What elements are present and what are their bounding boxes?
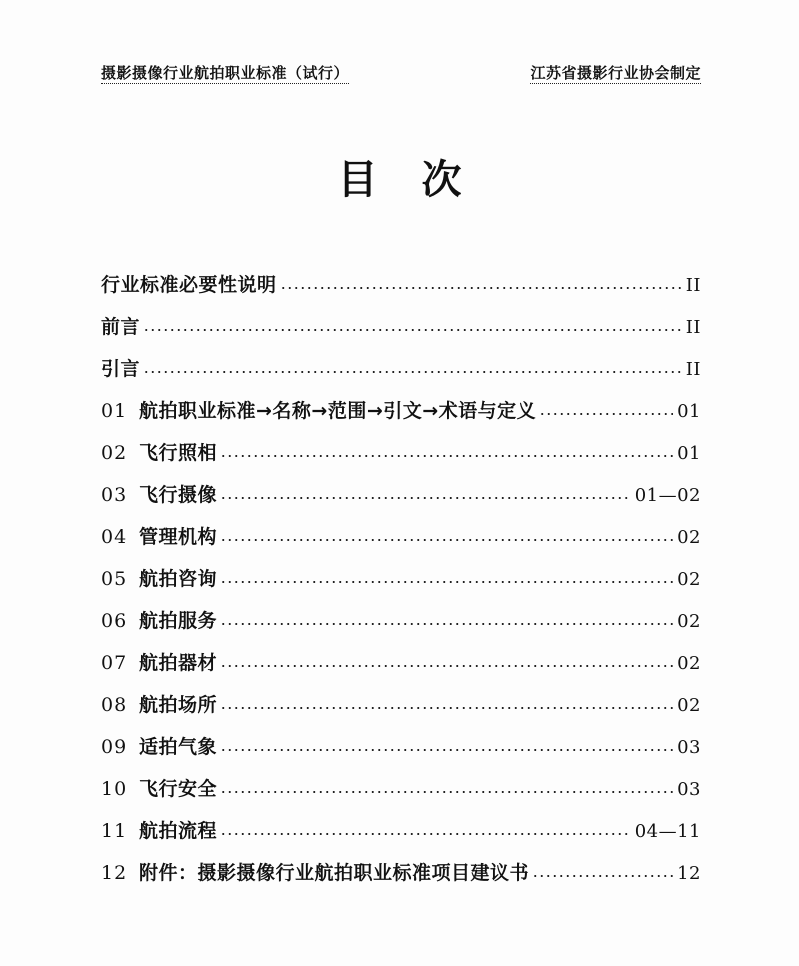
toc-entry-title: 飞行摄像 — [139, 484, 218, 506]
toc-dot-leader — [532, 875, 673, 877]
toc-entry-title: 航拍流程 — [139, 820, 218, 842]
toc-entry-title: 航拍场所 — [139, 694, 218, 716]
toc-dot-leader — [143, 329, 682, 331]
toc-entry-title: 适拍气象 — [139, 736, 218, 758]
toc-entry[interactable] — [101, 390, 701, 432]
toc-entry-number: 10 — [101, 778, 128, 800]
toc-dot-leader — [220, 455, 673, 457]
toc-dot-leader — [539, 413, 673, 415]
toc-dot-leader — [220, 833, 631, 835]
toc-heading: 目次 — [337, 157, 506, 203]
toc-entry-page: 02 — [677, 569, 701, 590]
toc-entry[interactable] — [101, 432, 701, 474]
page-header — [101, 62, 701, 84]
toc-entry-page: 01 — [677, 401, 701, 422]
header-document-title: 摄影摄像行业航拍职业标准（试行） — [101, 64, 350, 82]
toc-dot-leader — [143, 371, 682, 373]
toc-dot-leader — [220, 749, 673, 751]
toc-entry-number: 07 — [101, 652, 128, 674]
toc-entry[interactable] — [101, 768, 701, 810]
toc-entry-number: 06 — [101, 610, 128, 632]
header-organization: 江苏省摄影行业协会制定 — [530, 64, 701, 82]
toc-entry-page: 02 — [677, 653, 701, 674]
toc-entry-page: 03 — [677, 737, 701, 758]
toc-entry-page: 02 — [677, 527, 701, 548]
toc-entry-page: 02 — [677, 611, 701, 632]
toc-entry-title: 管理机构 — [139, 526, 218, 548]
toc-entry-number: 12 — [101, 862, 128, 884]
toc-entry[interactable] — [101, 642, 701, 684]
toc-entry-title: 航拍职业标准→名称→范围→引文→术语与定义 — [139, 400, 537, 422]
toc-entry[interactable] — [101, 600, 701, 642]
toc-entry[interactable] — [101, 306, 701, 348]
toc-entry-title: 附件：摄影摄像行业航拍职业标准项目建议书 — [139, 862, 530, 884]
toc-entry-page: 03 — [677, 779, 701, 800]
toc-entry-number: 04 — [101, 526, 128, 548]
toc-dot-leader — [220, 623, 673, 625]
toc-dot-leader — [220, 539, 673, 541]
toc-dot-leader — [220, 497, 631, 499]
toc-dot-leader — [220, 581, 673, 583]
toc-entry-number: 01 — [101, 400, 128, 422]
toc-entry[interactable] — [101, 348, 701, 390]
toc-entry[interactable] — [101, 852, 701, 894]
toc-entry-number: 08 — [101, 694, 128, 716]
toc-entry-page: II — [685, 359, 701, 380]
toc-dot-leader — [220, 791, 673, 793]
toc-entry[interactable] — [101, 516, 701, 558]
toc-dot-leader — [220, 707, 673, 709]
table-of-contents — [101, 264, 701, 894]
toc-entry-title: 引言 — [101, 358, 141, 380]
toc-entry[interactable] — [101, 684, 701, 726]
toc-entry-page: 04—11 — [634, 821, 701, 842]
toc-entry-number: 05 — [101, 568, 128, 590]
toc-entry-page: 02 — [677, 695, 701, 716]
toc-dot-leader — [280, 287, 682, 289]
toc-entry-page: 12 — [677, 863, 701, 884]
toc-entry[interactable] — [101, 558, 701, 600]
toc-entry[interactable] — [101, 264, 701, 306]
toc-entry-title: 行业标准必要性说明 — [101, 274, 277, 296]
toc-dot-leader — [220, 665, 673, 667]
toc-entry-title: 飞行照相 — [139, 442, 218, 464]
toc-entry-number: 11 — [101, 820, 128, 842]
toc-entry-number: 03 — [101, 484, 128, 506]
toc-entry[interactable] — [101, 474, 701, 516]
toc-entry-title: 航拍服务 — [139, 610, 218, 632]
toc-entry-page: II — [685, 317, 701, 338]
toc-entry-title: 前言 — [101, 316, 141, 338]
toc-entry-number: 02 — [101, 442, 128, 464]
toc-entry-page: 01 — [677, 443, 701, 464]
toc-entry[interactable] — [101, 726, 701, 768]
toc-entry-title: 航拍咨询 — [139, 568, 218, 590]
toc-entry[interactable] — [101, 810, 701, 852]
toc-entry-title: 飞行安全 — [139, 778, 218, 800]
toc-entry-page: 01—02 — [634, 485, 701, 506]
toc-entry-page: II — [685, 275, 701, 296]
toc-entry-number: 09 — [101, 736, 128, 758]
toc-entry-title: 航拍器材 — [139, 652, 218, 674]
